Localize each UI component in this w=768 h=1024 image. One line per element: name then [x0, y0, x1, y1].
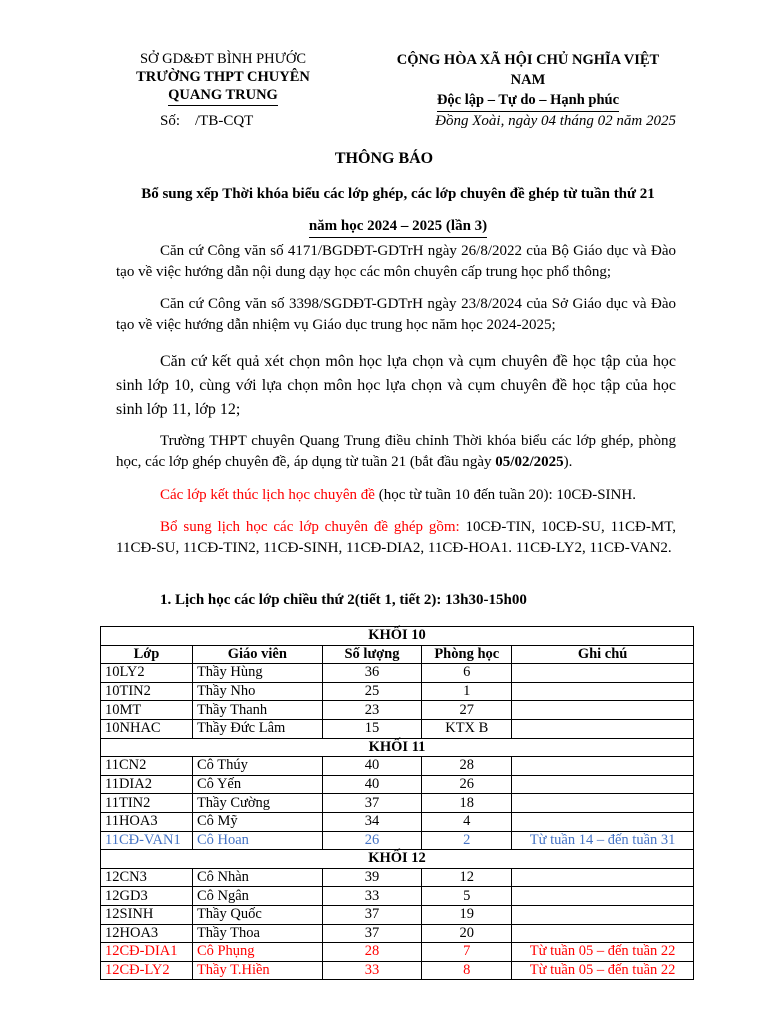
note-cell	[512, 701, 694, 720]
class-cell: 10MT	[101, 701, 193, 720]
column-header-room: Phòng học	[422, 645, 512, 664]
note-cell: Từ tuần 14 – đến tuần 31	[512, 831, 694, 850]
school-name-line2: QUANG TRUNG	[168, 86, 278, 106]
count-cell: 37	[322, 905, 422, 924]
note-cell	[512, 719, 694, 738]
count-cell: 28	[322, 943, 422, 962]
paragraph-legal-basis-1: Căn cứ Công văn số 4171/BGDĐT-GDTrH ngày 26/8/2022 của Bộ Giáo dục và Đào tạo về việc hướng dẫn nội dung dạy học các môn chuyên cấp trung học phổ thông;	[116, 243, 676, 280]
class-cell: 10LY2	[101, 664, 193, 683]
document-subtitle	[118, 178, 678, 242]
teacher-cell: Thầy Quốc	[192, 905, 322, 924]
note-cell	[512, 868, 694, 887]
table-row	[101, 682, 694, 701]
paragraph-legal-basis-3: Căn cứ kết quả xét chọn môn học lựa chọn và cụm chuyên đề học tập của học sinh lớp 10, cùng với lựa chọn môn học lựa chọn và cụm chuyên đề học tập của học sinh lớp 11, lớp 12;	[116, 353, 676, 418]
room-cell: 27	[422, 701, 512, 720]
national-motto: Độc lập – Tự do – Hạnh phúc	[437, 90, 619, 112]
note-cell	[512, 812, 694, 831]
note-cell	[512, 682, 694, 701]
class-cell: 12HOA3	[101, 924, 193, 943]
column-header-class: Lớp	[101, 645, 193, 664]
paragraph-ended-classes	[116, 485, 676, 506]
subtitle-line2: năm học 2024 – 2025 (lần 3)	[309, 215, 487, 238]
class-cell: 12CĐ-LY2	[101, 961, 193, 980]
class-cell: 11TIN2	[101, 794, 193, 813]
document-date: Đồng Xoài, ngày 04 tháng 02 năm 2025	[435, 113, 676, 129]
teacher-cell: Cô Thúy	[192, 757, 322, 776]
count-cell: 40	[322, 775, 422, 794]
teacher-cell: Cô Hoan	[192, 831, 322, 850]
class-cell: 12GD3	[101, 887, 193, 906]
column-header-note: Ghi chú	[512, 645, 694, 664]
room-cell: 5	[422, 887, 512, 906]
table-row	[101, 701, 694, 720]
table-row	[101, 719, 694, 738]
count-cell: 37	[322, 924, 422, 943]
count-cell: 34	[322, 812, 422, 831]
class-cell: 12CĐ-DIA1	[101, 943, 193, 962]
note-cell: Từ tuần 05 – đến tuần 22	[512, 943, 694, 962]
class-cell: 12SINH	[101, 905, 193, 924]
teacher-cell: Thầy Thoa	[192, 924, 322, 943]
class-cell: 10NHAC	[101, 719, 193, 738]
count-cell: 33	[322, 961, 422, 980]
class-cell: 10TIN2	[101, 682, 193, 701]
class-cell: 11DIA2	[101, 775, 193, 794]
table-row	[101, 887, 694, 906]
class-cell: 11HOA3	[101, 812, 193, 831]
room-cell: 28	[422, 757, 512, 776]
group-header-khoi-10: KHỐI 10	[101, 627, 694, 646]
table-row-highlighted	[101, 831, 694, 850]
teacher-cell: Thầy Đức Lâm	[192, 719, 322, 738]
count-cell: 25	[322, 682, 422, 701]
count-cell: 23	[322, 701, 422, 720]
teacher-cell: Cô Nhàn	[192, 868, 322, 887]
teacher-cell: Cô Phụng	[192, 943, 322, 962]
count-cell: 40	[322, 757, 422, 776]
paragraph-added-classes	[116, 517, 676, 559]
teacher-cell: Thầy T.Hiền	[192, 961, 322, 980]
note-cell	[512, 905, 694, 924]
table-row	[101, 812, 694, 831]
ended-classes-text: (học từ tuần 10 đến tuần 20): 10CĐ-SINH.	[374, 487, 636, 503]
added-classes-label: Bổ sung lịch học các lớp chuyên đề ghép gồm:	[160, 519, 460, 535]
room-cell: 12	[422, 868, 512, 887]
note-cell: Từ tuần 05 – đến tuần 22	[512, 961, 694, 980]
count-cell: 26	[322, 831, 422, 850]
count-cell: 39	[322, 868, 422, 887]
column-header-teacher: Giáo viên	[192, 645, 322, 664]
school-name-line1: TRƯỜNG THPT CHUYÊN	[136, 69, 310, 85]
count-cell: 15	[322, 719, 422, 738]
room-cell: 6	[422, 664, 512, 683]
group-header-khoi-12: KHỐI 12	[101, 850, 694, 869]
document-title: THÔNG BÁO	[334, 150, 434, 167]
teacher-cell: Cô Mỹ	[192, 812, 322, 831]
subtitle-line1: Bổ sung xếp Thời khóa biểu các lớp ghép, các lớp chuyên đề ghép từ tuần thứ 21	[141, 186, 655, 202]
table-row	[101, 757, 694, 776]
count-cell: 37	[322, 794, 422, 813]
class-cell: 12CN3	[101, 868, 193, 887]
ended-classes-label: Các lớp kết thúc lịch học chuyên đề	[160, 487, 375, 503]
added-classes-text: 10CĐ-TIN, 10CĐ-SU, 11CĐ-MT, 11CĐ-SU, 11CĐ-TIN2, 11CĐ-SINH, 11CĐ-DIA2, 11CĐ-HOA1. 11CĐ-LY2, 11CĐ-VAN2.	[116, 519, 677, 556]
table-row	[101, 794, 694, 813]
class-cell: 11CN2	[101, 757, 193, 776]
room-cell: 1	[422, 682, 512, 701]
adjustment-text: Trường THPT chuyên Quang Trung điều chỉnh Thời khóa biểu các lớp ghép, phòng học, các lớp ghép chuyên đề, áp dụng từ tuần 21 (bắt đầu ngày	[116, 433, 676, 470]
table-row	[101, 775, 694, 794]
table-row-highlighted	[101, 943, 694, 962]
room-cell: 20	[422, 924, 512, 943]
teacher-cell: Thầy Hùng	[192, 664, 322, 683]
room-cell: 26	[422, 775, 512, 794]
paragraph-adjustment	[116, 431, 676, 473]
room-cell: 19	[422, 905, 512, 924]
adjustment-end: ).	[563, 454, 573, 470]
start-date: 05/02/2025	[495, 454, 564, 470]
note-cell	[512, 664, 694, 683]
table-row	[101, 868, 694, 887]
teacher-cell: Thầy Cường	[192, 794, 322, 813]
timetable	[100, 626, 694, 980]
note-cell	[512, 924, 694, 943]
note-cell	[512, 757, 694, 776]
room-cell: 8	[422, 961, 512, 980]
room-cell: 4	[422, 812, 512, 831]
table-row	[101, 905, 694, 924]
teacher-cell: Thầy Thanh	[192, 701, 322, 720]
department-name: SỞ GD&ĐT BÌNH PHƯỚC	[139, 51, 307, 67]
teacher-cell: Cô Ngân	[192, 887, 322, 906]
room-cell: 18	[422, 794, 512, 813]
group-header-khoi-11: KHỐI 11	[101, 738, 694, 757]
issuer-block	[104, 50, 342, 106]
room-cell: 2	[422, 831, 512, 850]
room-cell: KTX B	[422, 719, 512, 738]
note-cell	[512, 887, 694, 906]
teacher-cell: Thầy Nho	[192, 682, 322, 701]
document-number: Số: /TB-CQT	[160, 113, 254, 129]
national-motto-block	[378, 50, 678, 112]
country-name: CỘNG HÒA XÃ HỘI CHỦ NGHĨA VIỆT NAM	[396, 52, 660, 88]
section-heading: 1. Lịch học các lớp chiều thứ 2(tiết 1, tiết 2): 13h30-15h00	[160, 592, 527, 608]
table-row	[101, 924, 694, 943]
table-row	[101, 664, 694, 683]
teacher-cell: Cô Yến	[192, 775, 322, 794]
table-row-highlighted	[101, 961, 694, 980]
room-cell: 7	[422, 943, 512, 962]
count-cell: 36	[322, 664, 422, 683]
note-cell	[512, 794, 694, 813]
note-cell	[512, 775, 694, 794]
column-header-count: Số lượng	[322, 645, 422, 664]
class-cell: 11CĐ-VAN1	[101, 831, 193, 850]
count-cell: 33	[322, 887, 422, 906]
paragraph-legal-basis-2: Căn cứ Công văn số 3398/SGDĐT-GDTrH ngày 23/8/2024 của Sở Giáo dục và Đào tạo về việc hướng dẫn nhiệm vụ Giáo dục trung học năm học 2024-2025;	[116, 296, 676, 333]
